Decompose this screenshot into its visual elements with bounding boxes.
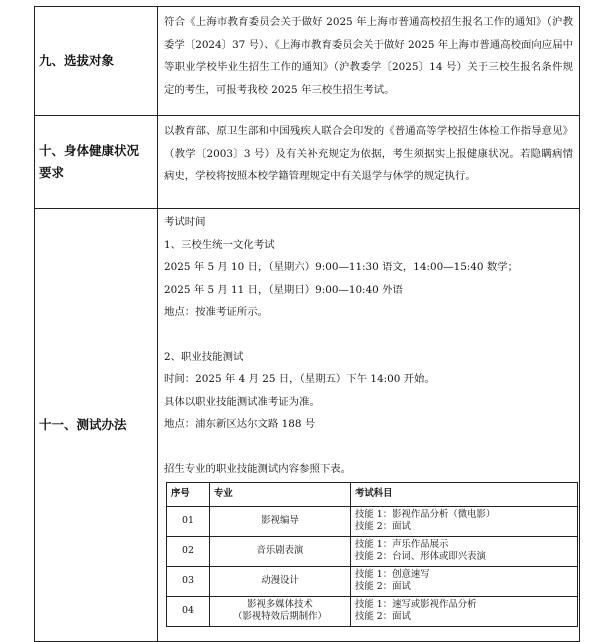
major-line: 影视多媒体技术: [247, 598, 313, 610]
section-content: [158, 116, 579, 208]
skills-test-table: [166, 482, 578, 627]
section-label-line: 十、身体健康状况: [39, 143, 140, 158]
section-label: [35, 7, 158, 115]
section-content: [158, 209, 584, 641]
table-row: [167, 536, 578, 566]
subject-line: 技能 2：台词、形体或即兴表演: [355, 551, 486, 562]
cell-subjects: [351, 506, 578, 536]
section-label-line: 要求: [39, 165, 65, 180]
section-row-health-requirements: [35, 116, 579, 209]
cell-no: 04: [167, 596, 210, 626]
section-label: [35, 209, 158, 641]
blank-line: [164, 324, 578, 346]
cell-subjects: [351, 566, 578, 596]
subject-line: 技能 1：声乐作品展示: [355, 538, 449, 550]
subject-line: 技能 2：面试: [355, 521, 411, 532]
section-label: [35, 116, 158, 208]
cell-major: [210, 506, 351, 536]
table-row: [167, 566, 578, 596]
major-line: （影视特效后期制作）: [233, 611, 327, 622]
major-line: 动漫设计: [261, 574, 299, 586]
cell-subjects: [351, 536, 578, 566]
section-row-test-method: [35, 209, 579, 641]
header-major: 专业: [210, 483, 351, 507]
cell-no: 01: [167, 506, 210, 536]
cell-major: [210, 566, 351, 596]
cell-no: 03: [167, 566, 210, 596]
text-line: 2、职业技能测试: [164, 350, 244, 363]
blank-line: [164, 436, 578, 458]
cell-no: 02: [167, 536, 210, 566]
text-line: 1、三校生统一文化考试: [164, 238, 275, 251]
subject-line: 技能 1：影视作品分析（微电影）: [355, 508, 496, 520]
table-header-row: [167, 483, 578, 507]
subject-line: 技能 2：面试: [355, 611, 411, 622]
header-subjects: 考试科目: [351, 483, 578, 507]
major-line: 音乐剧表演: [256, 544, 304, 556]
section-label-text: 九、选拔对象: [39, 53, 115, 68]
text-line: 地点：按准考证所示。: [164, 306, 268, 318]
subject-line: 技能 1：创意速写: [355, 568, 430, 580]
section-paragraph: 符合《上海市教育委员会关于做好 2025 年上海市普通高校招生报名工作的通知》（沪教委学〔2024〕37 号）、《上海市教育委员会关于做好 2025 年上海市普通高校面向应届中等职业学校毕业生招生工作的通知》（沪教委学〔2025〕14 号）关于三校生报名条件规定的考生，可报考我校 2025 年三校生招生考试。: [164, 16, 573, 96]
section-content: [158, 7, 579, 115]
text-line: 2025 年 5 月 11 日，（星期日）9:00—10:40 外语: [164, 283, 403, 296]
text-line: 考试时间: [164, 216, 206, 228]
text-line: 地点：浦东新区达尔文路 188 号: [164, 418, 316, 430]
table-row: [167, 506, 578, 536]
header-no: 序号: [167, 483, 210, 507]
section-label-text: 十一、测试办法: [39, 417, 127, 432]
test-method-lines: [164, 211, 578, 480]
major-line: 影视编导: [261, 514, 299, 526]
admission-document-table: [34, 6, 580, 642]
cell-major: [210, 596, 351, 626]
subject-line: 技能 2：面试: [355, 581, 411, 592]
table-row: [167, 596, 578, 626]
section-row-selection-target: [35, 7, 579, 116]
text-line: 招生专业的职业技能测试内容参照下表。: [164, 462, 352, 475]
text-line: 时间：2025 年 4 月 25 日，（星期五）下午 14:00 开始。: [164, 373, 435, 385]
text-line: 具体以职业技能测试准考证为准。: [164, 395, 320, 408]
subject-line: 技能 1：速写或影视作品分析: [355, 598, 477, 610]
section-label-text: [39, 140, 139, 184]
text-line: 2025 年 5 月 10 日，（星期六）9:00—11:30 语文，14:00—15:40 数学；: [164, 261, 519, 273]
cell-major: [210, 536, 351, 566]
section-paragraph: 以教育部、原卫生部和中国残疾人联合会印发的《普通高等学校招生体检工作指导意见》（教学〔2003〕3 号）及有关补充规定为依据，考生须据实上报健康状况。若隐瞒病情病史，学校将按照本校学籍管理规定中有关退学与休学的规定执行。: [164, 125, 573, 182]
cell-subjects: [351, 596, 578, 626]
